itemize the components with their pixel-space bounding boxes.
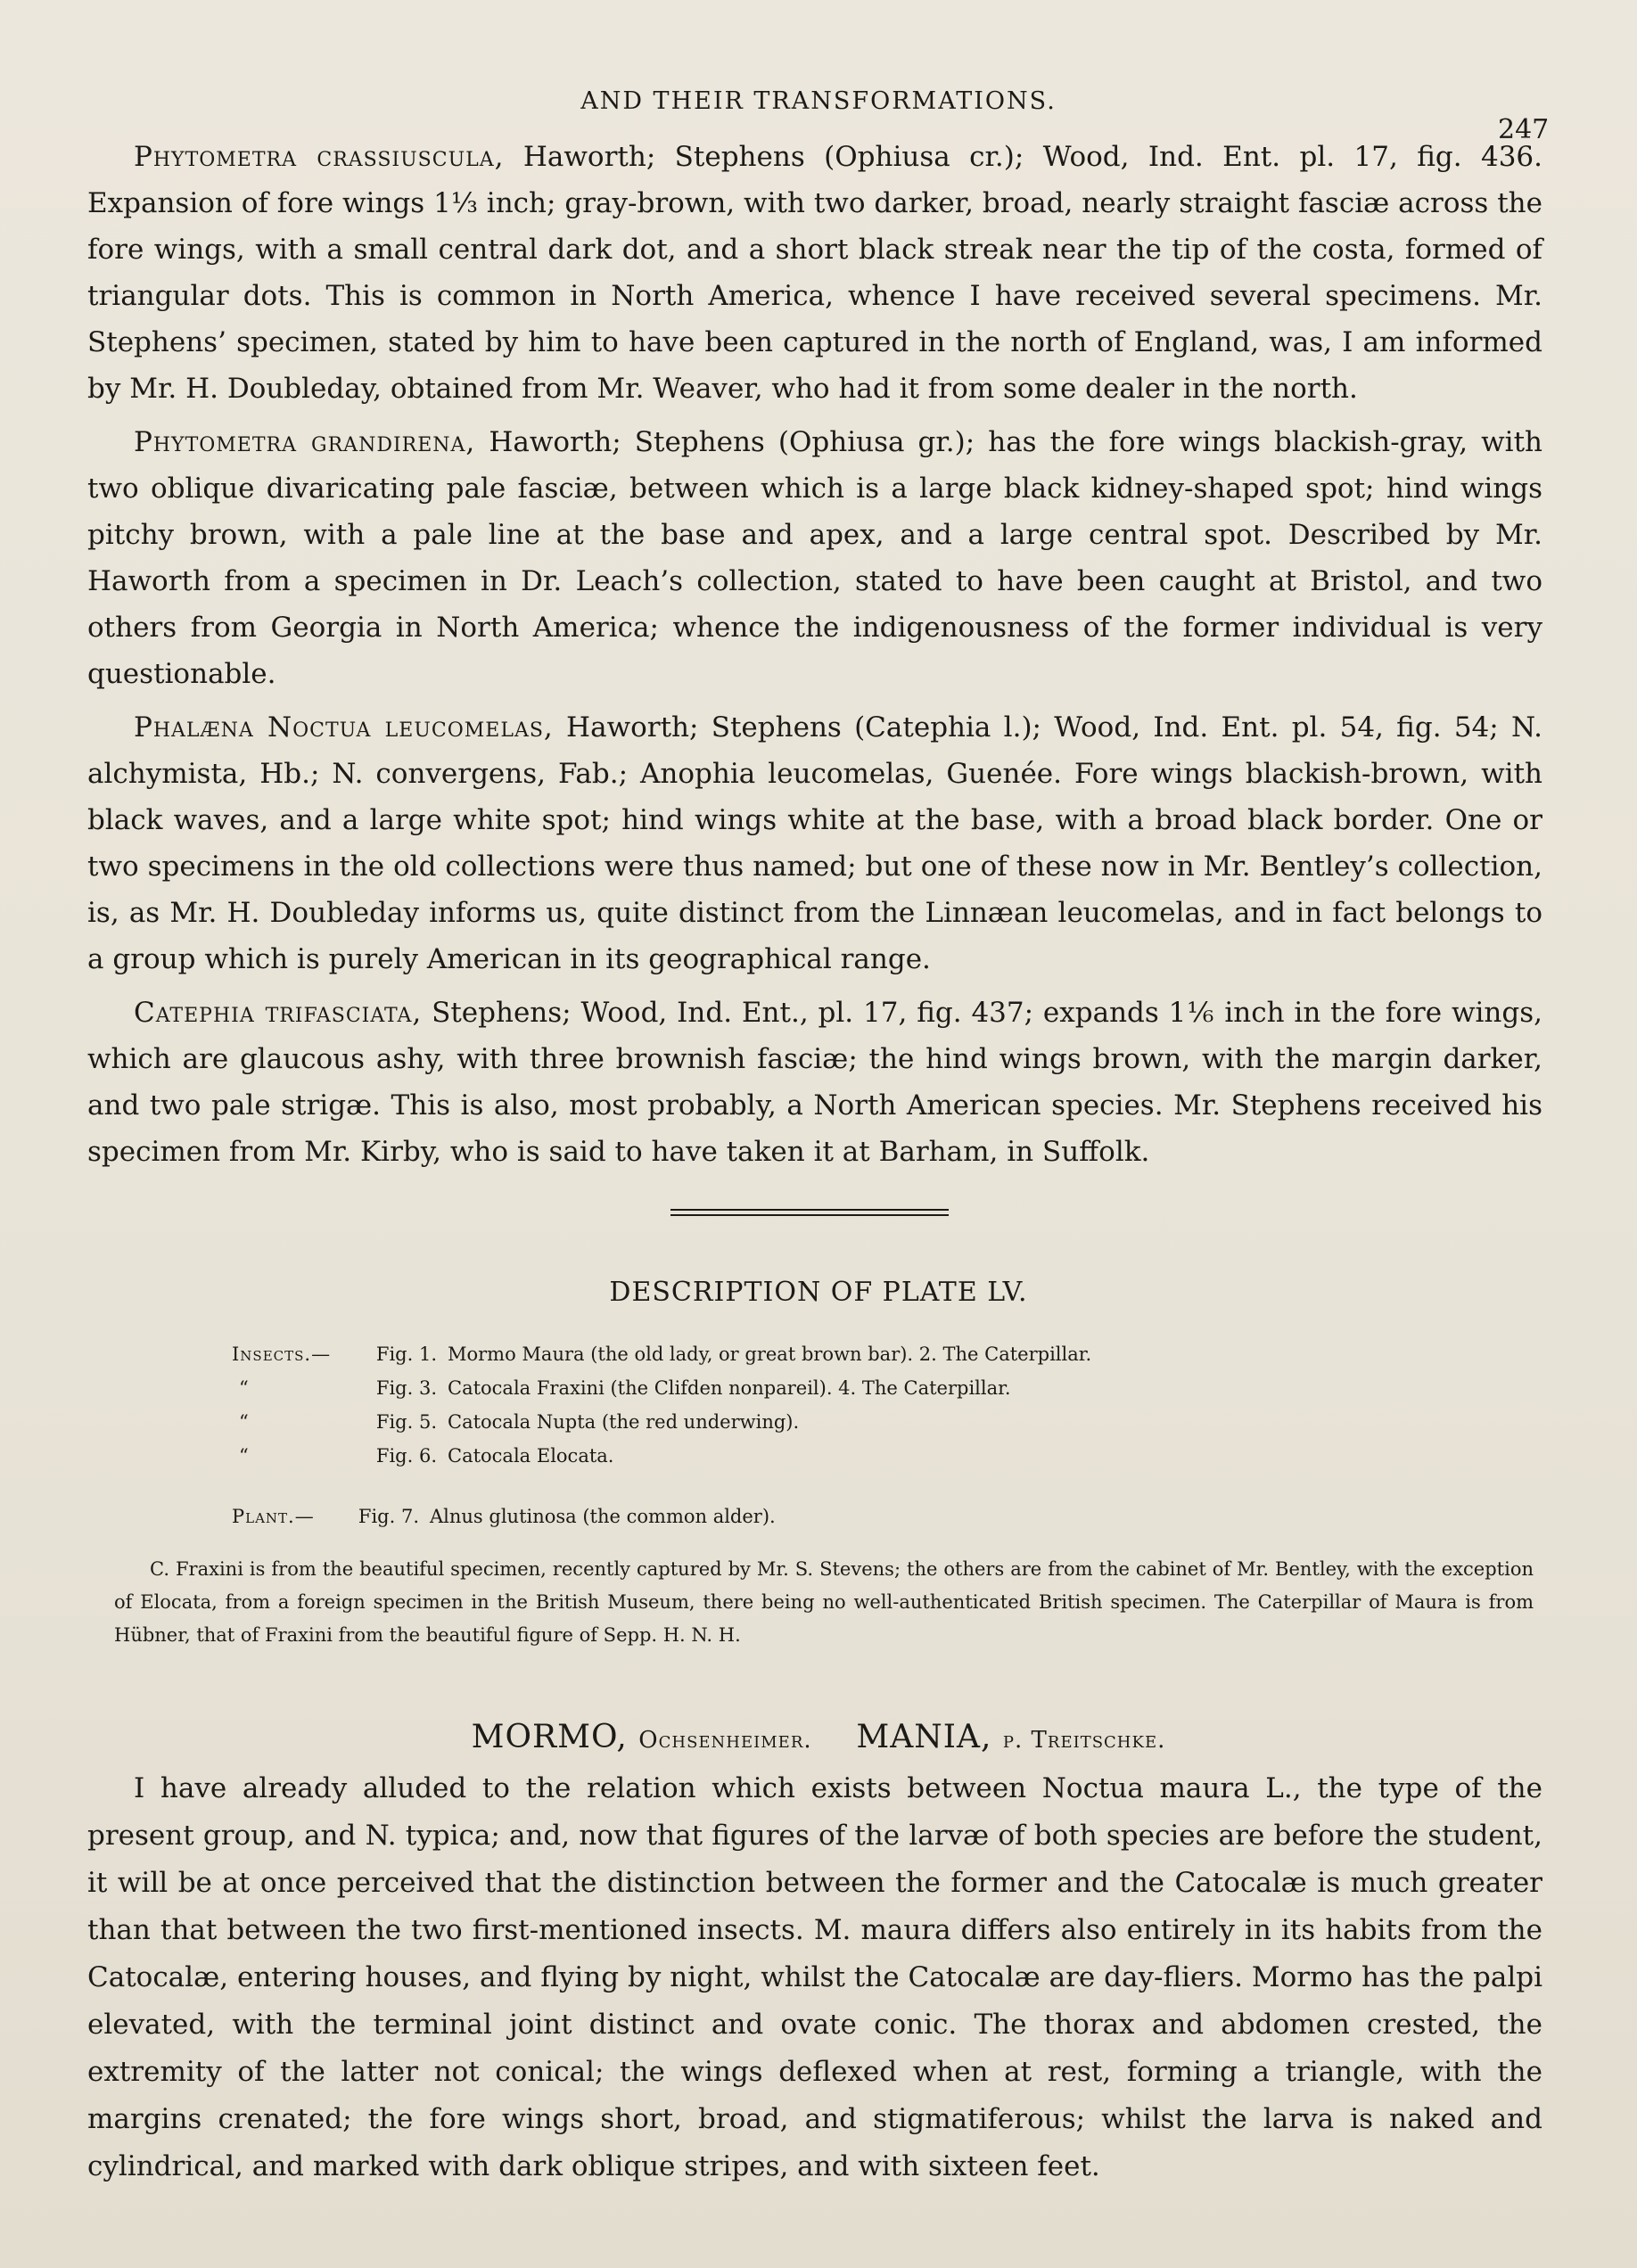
species-description: Stephens; Wood, Ind. Ent., pl. 17, fig. 437; expands 1⅙ inch in the fore wings, which are glaucous ashy, with three brownish fasciæ; the hind wings brown, with the margin darker, and two pale strigæ. This is also, most probably, a North American species. Mr. Stephens received his specimen from Mr. Kirby, who is said to have taken it at Barham, in Suffolk. [87, 997, 1542, 1168]
plate-row-label: Insects.— [232, 1344, 332, 1365]
plate-row [232, 1439, 1480, 1473]
plate-title: DESCRIPTION OF PLATE LV. [609, 1277, 1028, 1308]
genus-author-treitschke: p. Treitschke. [1002, 1727, 1166, 1754]
plate-note [114, 1553, 1534, 1652]
genus-author-ochsenheimer: Ochsenheimer. [638, 1727, 812, 1754]
entry-catephia-trifasciata [87, 990, 1542, 1175]
section-body [87, 1765, 1542, 2190]
species-description: Haworth; Stephens (Ophiusa gr.); has the fore wings blackish-gray, with two oblique divaricating pale fasciæ, between which is a large black kidney-shaped spot; hind wings pitchy brown, with a pale line at the base and apex, and a large central spot. Described by Mr. Haworth from a specimen in Dr. Leach’s collection, stated to have been caught at Bristol, and two others from Georgia in North America; whence the indigenousness of the former individual is very questionable. [87, 426, 1542, 690]
plate-row [232, 1337, 1480, 1371]
running-head: AND THEIR TRANSFORMATIONS. [580, 87, 1057, 115]
plate-row [232, 1405, 1480, 1439]
section-divider-rule [670, 1209, 949, 1216]
species-entries [87, 134, 1542, 1175]
section-body-paragraph: I have already alluded to the relation which exists between Noctua maura L., the type of the present group, and N. typica; and, now that figures of the larvæ of both species are before the student, it will be at once perceived that the distinction between the former and the Catocalæ is much greater than that between the two first-mentioned insects. M. maura differs also entirely in its habits from the Catocalæ, entering houses, and flying by night, whilst the Catocalæ are day-fliers. Mormo has the palpi elevated, with the terminal joint distinct and ovate conic. The thorax and abdomen crested, the extremity of the latter not conical; the wings deflexed when at rest, forming a triangle, with the margins crenated; the fore wings short, broad, and stigmatiferous; whilst the larva is naked and cylindrical, and marked with dark oblique stripes, and with sixteen feet. [87, 1772, 1542, 2182]
plate-row-fig: Fig. 3. [375, 1377, 437, 1399]
plate-row-text: Mormo Maura (the old lady, or great brown bar). 2. The Caterpillar. [448, 1344, 1092, 1365]
plate-row-fig: Fig. 6. [375, 1445, 437, 1467]
species-description: Haworth; Stephens (Catephia l.); Wood, Ind. Ent. pl. 54, fig. 54; N. alchymista, Hb.; N. convergens, Fab.; Anophia leucomelas, Guenée. Fore wings blackish-brown, with black waves, and a large white spot; hind wings white at the base, with a broad black border. One or two specimens in the old collections were thus named; but one of these now in Mr. Bentley’s collection, is, as Mr. H. Doubleday informs us, quite distinct from the Linnæan leucomelas, and in fact belongs to a group which is purely American in its geographical range. [87, 711, 1543, 975]
page-number: 247 [1498, 114, 1550, 145]
plate-row-fig: Fig. 7. [358, 1506, 419, 1527]
genus-name-mormo: MORMO, [471, 1719, 628, 1755]
plate-row-label: “ [239, 1411, 249, 1433]
species-description: Haworth; Stephens (Ophiusa cr.); Wood, Ind. Ent. pl. 17, fig. 436. Expansion of fore wings 1⅓ inch; gray-brown, with two darker, broad, nearly straight fasciæ across the fore wings, with a small central dark dot, and a short black streak near the tip of the costa, formed of triangular dots. This is common in North America, whence I have received several specimens. Mr. Stephens’ specimen, stated by him to have been captured in the north of England, was, I am informed by Mr. H. Doubleday, obtained from Mr. Weaver, who had it from some dealer in the north. [87, 141, 1543, 405]
section-heading [0, 1719, 1637, 1755]
plate-note-text: C. Fraxini is from the beautiful specimen, recently captured by Mr. S. Stevens; the others are from the cabinet of Mr. Bentley, with the exception of Elocata, from a foreign specimen in the British Museum, there being no well-authenticated British specimen. The Caterpillar of Maura is from Hübner, that of Fraxini from the beautiful figure of Sepp. H. N. H. [114, 1558, 1534, 1646]
entry-phytometra-crassiuscula [87, 134, 1542, 412]
plate-row-text: Catocala Elocata. [448, 1445, 614, 1467]
species-name: Catephia trifasciata, [134, 997, 423, 1029]
entry-phalaena-noctua-leucomelas [87, 704, 1542, 982]
genus-name-mania: MANIA, [856, 1719, 992, 1755]
plate-row-text: Catocala Nupta (the red underwing). [448, 1411, 800, 1433]
species-name: Phytometra crassiuscula, [134, 141, 505, 173]
plate-row-plant [232, 1500, 1480, 1533]
plate-row-fig: Fig. 5. [375, 1411, 437, 1433]
species-name: Phytometra grandirena, [134, 426, 476, 458]
plate-row-label: “ [239, 1377, 249, 1399]
plate-row-label: “ [239, 1445, 249, 1467]
plate-row-text: Alnus glutinosa (the common alder). [430, 1506, 776, 1527]
plate-row-label: Plant.— [232, 1506, 315, 1527]
plate-row [232, 1371, 1480, 1405]
species-name: Phalæna Noctua leucomelas, [134, 711, 554, 744]
plate-figure-list [232, 1337, 1480, 1533]
plate-row-fig: Fig. 1. [375, 1344, 437, 1365]
entry-phytometra-grandirena [87, 419, 1542, 697]
plate-row-text: Catocala Fraxini (the Clifden nonpareil). 4. The Caterpillar. [448, 1377, 1011, 1399]
